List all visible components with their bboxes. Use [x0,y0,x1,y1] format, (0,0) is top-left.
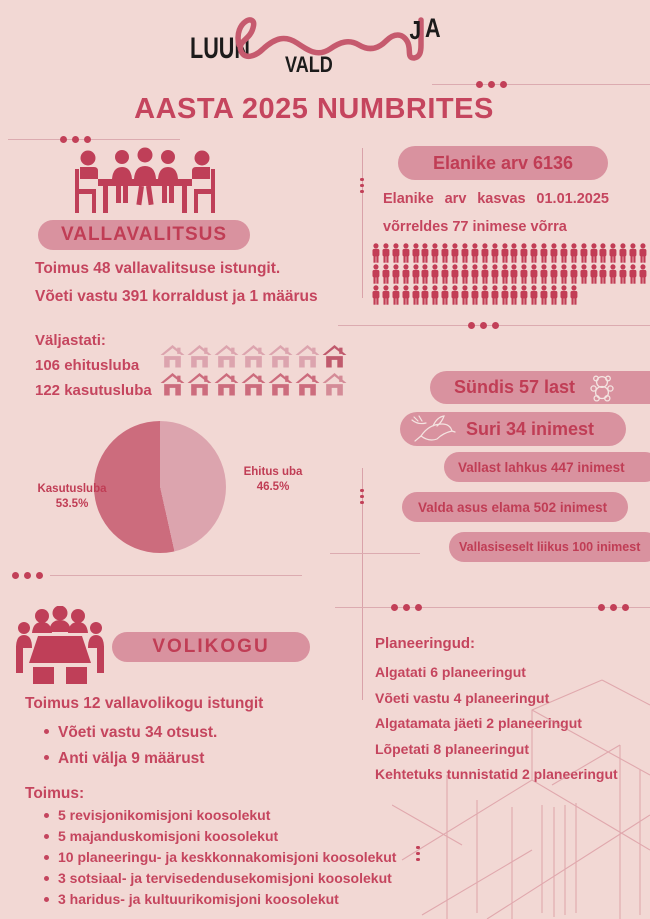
planeeringud-line: Kehtetuks tunnistatid 2 planeeringut [375,766,618,782]
person-icon [440,243,450,263]
person-icon [569,264,579,284]
person-icon [401,243,411,263]
person-icon [460,264,470,284]
person-icon [411,243,421,263]
volikogu-badge-label: VOLIKOGU [152,636,270,657]
person-icon [411,264,421,284]
volikogu-line1: Toimus 12 vallavolikogu istungit [25,695,264,712]
komisjonid-bullet: 3 sotsiaal- ja tervisedendusekomisjoni koosolekut [40,868,396,889]
divider-dots [12,572,43,579]
house-icon [214,373,239,396]
stat-pill-moved-in [402,492,628,522]
person-icon [579,243,589,263]
volikogu-bullet: Anti välja 9 määrust [40,746,217,772]
person-icon [638,264,648,284]
person-icon [500,243,510,263]
person-icon [480,264,490,284]
page-title: AASTA 2025 NUMBRITES [134,93,494,125]
person-icon [490,264,500,284]
person-icon [381,285,391,305]
planeeringud-line: Algatati 6 planeeringut [375,664,526,680]
house-icon [268,373,293,396]
stat-pill-moved-within-label: Vallasiseselt liikus 100 inimest [459,540,641,554]
person-icon [411,285,421,305]
house-icon [322,373,347,396]
divider-dots [598,604,629,611]
person-icon [628,243,638,263]
person-icon [500,285,510,305]
person-icon [618,264,628,284]
planeeringud-line: Algatamata jäeti 2 planeeringut [375,715,582,731]
person-icon [440,264,450,284]
person-icon [470,264,480,284]
person-icon [569,243,579,263]
person-icon [391,285,401,305]
person-icon [638,243,648,263]
round-table-meeting-icon [14,606,106,686]
person-icon [509,243,519,263]
person-icon [509,285,519,305]
column-divider-line [362,148,363,298]
person-icon [519,264,529,284]
population-desc-line2: võrreldes 77 inimese võrra [383,219,567,235]
stat-pill-deaths-label: Suri 34 inimest [466,418,595,439]
volikogu-bullets [40,720,217,772]
person-icon [579,264,589,284]
person-icon [569,285,579,305]
house-icons [160,345,347,401]
volikogu-bullet: Võeti vastu 34 otsust. [40,720,217,746]
person-icon [371,285,381,305]
komisjonid-bullet: 5 revisjonikomisjoni koosolekut [40,805,396,826]
divider-mini-dots [360,175,364,196]
stat-pill-left [444,452,650,482]
stat-pill-left-label: Vallast lahkus 447 inimest [458,459,625,475]
person-icon [628,264,638,284]
person-icon [559,285,569,305]
person-icon [519,243,529,263]
person-icon [381,243,391,263]
stat-pill-births-label: Sündis 57 last [454,377,576,397]
divider-line [432,84,650,85]
komisjonid-bullet: 3 haridus- ja kultuurikomisjoni koosolekut [40,889,396,910]
house-icon [160,373,185,396]
vallavalitsus-badge-label: VALLAVALITSUS [60,224,228,245]
house-icon [241,345,266,368]
person-icon [460,243,470,263]
person-icon [549,243,559,263]
person-icon [618,243,628,263]
volikogu-badge [112,632,310,662]
divider-dots [468,322,499,329]
person-icon [430,285,440,305]
house-icon [322,345,347,368]
divider-line [330,553,420,554]
house-icon [187,345,212,368]
person-icon [391,243,401,263]
person-icon [529,285,539,305]
logo-text-luun: LUUN [190,32,250,65]
komisjonid-bullet: 10 planeeringu- ja keskkonnakomisjoni koosolekut [40,847,396,868]
person-icon [490,285,500,305]
house-icon [295,345,320,368]
stat-pill-moved-in-label: Valda asus elama 502 inimest [418,499,608,515]
person-icon [470,243,480,263]
logo-text-j: J [409,15,422,45]
person-icon [450,285,460,305]
permits-line1: 106 ehitusluba [35,357,140,374]
person-icon [371,264,381,284]
person-icon [500,264,510,284]
person-icon [529,264,539,284]
stat-pill-moved-within [449,532,650,562]
person-icon [450,264,460,284]
meeting-table-icon [70,147,220,220]
person-icon [460,285,470,305]
divider-line [50,575,302,576]
house-icon [187,373,212,396]
vallavalitsus-line1: Toimus 48 vallavalitsuse istungit. [35,260,281,277]
person-icon [430,264,440,284]
person-icon [420,243,430,263]
person-icon [391,264,401,284]
person-icon [608,264,618,284]
population-badge [398,146,608,180]
person-icon [519,285,529,305]
house-icon [214,345,239,368]
divider-mini-dots [416,843,420,864]
person-icon [420,264,430,284]
person-icon [470,285,480,305]
house-icon [241,373,266,396]
person-icon [450,243,460,263]
person-icon [539,264,549,284]
person-icon [549,285,559,305]
person-icon [589,264,599,284]
person-icon [539,285,549,305]
population-badge-label: Elanike arv 6136 [432,152,574,173]
pie-label-ehitusluba: Ehitus uba 46.5% [243,466,303,493]
person-icon [490,243,500,263]
vallavalitsus-line2: Võeti vastu 391 korraldust ja 1 määrus [35,288,318,305]
divider-mini-dots [360,486,364,507]
komisjonid-bullets [40,805,396,910]
stat-pill-deaths [400,412,626,446]
planeeringud-line: Võeti vastu 4 planeeringut [375,689,550,706]
person-icon [559,264,569,284]
person-icon [401,264,411,284]
divider-dots [476,81,507,88]
logo-text-a: A [425,13,441,43]
person-icon [598,243,608,263]
stat-pill-births [430,371,650,404]
planeeringud-title: Planeeringud: [375,635,476,652]
logo-text-vald: VALD [285,52,333,77]
divider-line [8,139,180,140]
divider-dots [391,604,422,611]
person-icon [401,285,411,305]
person-icon [598,264,608,284]
person-icon [430,243,440,263]
person-icon [509,264,519,284]
person-icon [539,243,549,263]
permits-title: Väljastati: [35,332,106,349]
person-icon [529,243,539,263]
komisjonid-title: Toimus: [25,785,85,802]
population-desc-line1: Elanike arv kasvas 01.01.2025 [383,191,609,207]
population-icons [371,243,648,306]
person-icon [549,264,559,284]
permits-line2: 122 kasutusluba [35,382,152,399]
teddy-bear-icon [587,373,617,403]
person-icon [371,243,381,263]
person-icon [480,285,490,305]
house-icon [160,345,185,368]
dove-icon [410,413,456,445]
vallavalitsus-badge [38,220,250,250]
person-icon [420,285,430,305]
divider-dots [60,136,91,143]
house-icon [295,373,320,396]
pie-label-kasutusluba: Kasutusluba 53.5% [37,483,107,510]
planeeringud-line: Lõpetati 8 planeeringut [375,740,530,757]
person-icon [589,243,599,263]
person-icon [381,264,391,284]
planeeringud-lines [375,660,618,788]
komisjonid-bullet: 5 majanduskomisjoni koosolekut [40,826,396,847]
person-icon [480,243,490,263]
person-icon [608,243,618,263]
house-icon [268,345,293,368]
person-icon [559,243,569,263]
person-icon [440,285,450,305]
